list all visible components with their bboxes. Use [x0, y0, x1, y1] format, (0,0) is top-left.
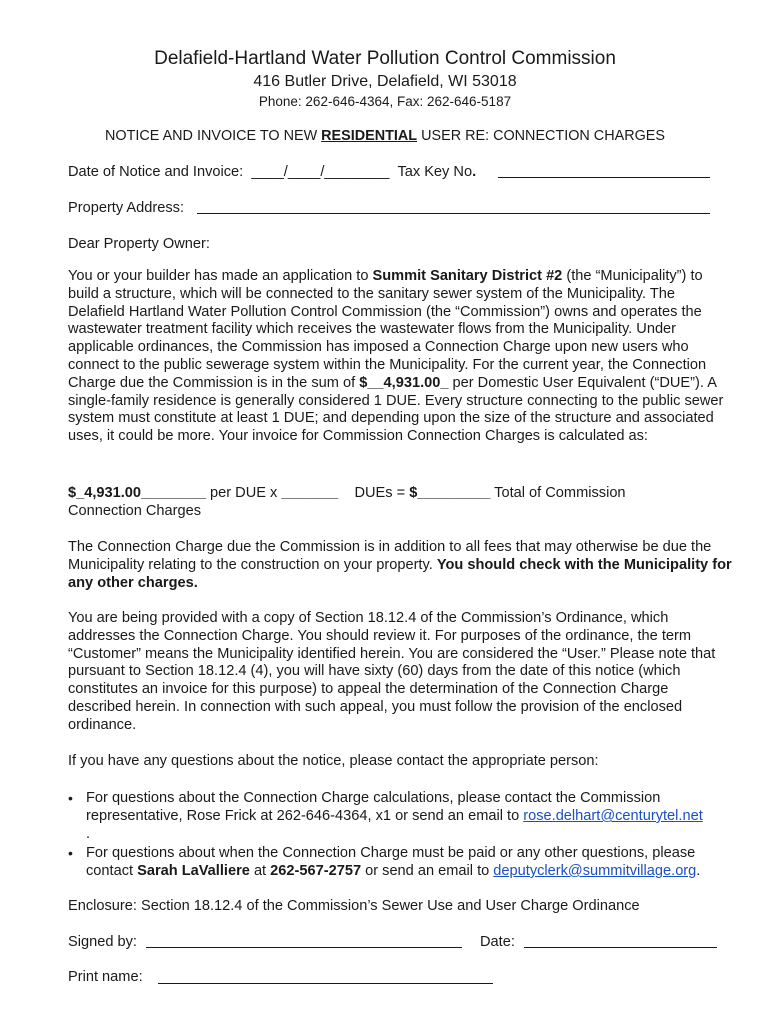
tax-key-label: Tax Key No: [397, 164, 473, 180]
check-municipality-note: You should check with the Municipality for any other charges.: [68, 556, 732, 591]
calc-line-2: Connection Charges: [68, 503, 202, 519]
intro-text-3: per Domestic User Equivalent (“DUE”). A single-family residence is generally considered 1 DUE. Every structure connecting to the public sewer system must constitute at least 1 DUE; and depending upon the size of the structure and associated uses, it could be more. Your invoice for Commission Connection Charges is calculated as:: [68, 374, 724, 445]
bullet-payment-contact: [86, 844, 736, 880]
notice-title: [0, 127, 770, 145]
notice-title-residential: RESIDENTIAL: [321, 128, 418, 144]
additional-fees-text: The Connection Charge due the Commission is in addition to all fees that may otherwise be due the Municipality relating to the construction on your property.: [68, 539, 712, 573]
intro-text-2: (the “Municipality”) to build a structure, which will be connected to the sanitary sewer system of the Municipality. The Delafield Hartland Water Pollution Control Commission (the “Commission”) owns and operates the wastewater treatment facility which receives the wastewater flows from the Municipality. Under applicable ordinances, the Commission has imposed a Connection Charge upon new users who connect to the public sewerage system within the Municipality. For the current year, the Connection Charge due the Commission is in the sum of: [68, 268, 707, 391]
intro-text-1: You or your builder has made an application to: [68, 268, 373, 284]
calc-due-blank[interactable]: _______: [281, 485, 339, 501]
date-signed-blank-field[interactable]: [524, 934, 717, 948]
date-signed-label: Date:: [480, 934, 515, 950]
deputy-clerk-email-link[interactable]: deputyclerk@summitvillage.org: [493, 863, 697, 879]
notice-title-prefix: NOTICE AND INVOICE TO NEW: [105, 128, 322, 144]
date-label: Date of Notice and Invoice:: [68, 164, 244, 180]
additional-fees-paragraph: [68, 539, 733, 592]
signed-by-label: Signed by:: [68, 934, 137, 950]
bullet-2-period: .: [696, 863, 701, 879]
bullet-2-text: For questions about when the Connection Charge must be paid or any other questions, please contact: [86, 845, 696, 879]
intro-paragraph: [68, 268, 733, 446]
ordinance-paragraph: You are being provided with a copy of Section 18.12.4 of the Commission’s Ordinance, which addresses the Connection Charge. You should review it. For purposes of the ordinance, the term “Customer” means the Municipality identified herein. You are considered the “User.” Please note that pursuant to Section 18.12.4 (4), you will have sixty (60) days from the date of this notice (which constitutes an invoice for this purpose) to appeal the determination of the Connection Charge described herein. In connection with such appeal, you must follow the provision of the enclosed ordinance.: [68, 610, 716, 733]
calc-total-label: Total of Commission: [490, 485, 626, 501]
questions-intro: If you have any questions about the notice, please contact the appropriate person:: [68, 753, 599, 769]
tax-key-dot: .: [472, 164, 477, 180]
connection-charge-amount: $__4,931.00_: [359, 374, 449, 391]
enclosure-line: Enclosure: Section 18.12.4 of the Commission’s Sewer Use and User Charge Ordinance: [68, 898, 640, 914]
bullet-1-period: .: [86, 826, 91, 842]
calc-dues-eq: DUEs =: [338, 485, 410, 501]
district-name: Summit Sanitary District #2: [372, 268, 563, 284]
calc-total-blank[interactable]: $_________: [409, 485, 491, 501]
signed-by-blank-field[interactable]: [146, 934, 462, 948]
bullet-icon: •: [68, 790, 73, 806]
tax-key-blank-field[interactable]: [498, 164, 710, 178]
notice-title-suffix: USER RE: CONNECTION CHARGES: [417, 128, 665, 144]
print-name-blank-field[interactable]: [158, 970, 493, 984]
property-address-label: Property Address:: [68, 200, 184, 216]
org-address: 416 Butler Drive, Delafield, WI 53018: [253, 73, 517, 90]
bullet-1-text: For questions about the Connection Charge calculations, please contact the Commission representative, Rose Frick at 262-646-4364, x1 or send an email to: [86, 790, 661, 824]
date-line: [68, 163, 476, 181]
property-address-blank-field[interactable]: [197, 200, 710, 214]
salutation: Dear Property Owner:: [68, 236, 210, 252]
bullet-2-email-prefix: or send an email to: [361, 863, 494, 879]
calc-per-due: per DUE x: [205, 485, 282, 501]
print-name-label: Print name:: [68, 969, 143, 985]
bullet-2-at: at: [249, 863, 271, 879]
calc-amount: $_4,931.00________: [68, 485, 206, 501]
commission-email-link[interactable]: rose.delhart@centurytel.net: [523, 808, 703, 824]
org-name-heading: Delafield-Hartland Water Pollution Control Commission: [154, 48, 616, 69]
date-blank-field[interactable]: ____/____/________: [251, 164, 390, 180]
contact-phone: 262-567-2757: [270, 863, 362, 879]
bullet-icon: •: [68, 845, 73, 861]
contact-name: Sarah LaValliere: [137, 863, 250, 879]
bullet-commission-contact: [86, 789, 736, 843]
org-phone-fax: Phone: 262-646-4364, Fax: 262-646-5187: [258, 94, 512, 109]
calculation-line: [68, 484, 626, 502]
